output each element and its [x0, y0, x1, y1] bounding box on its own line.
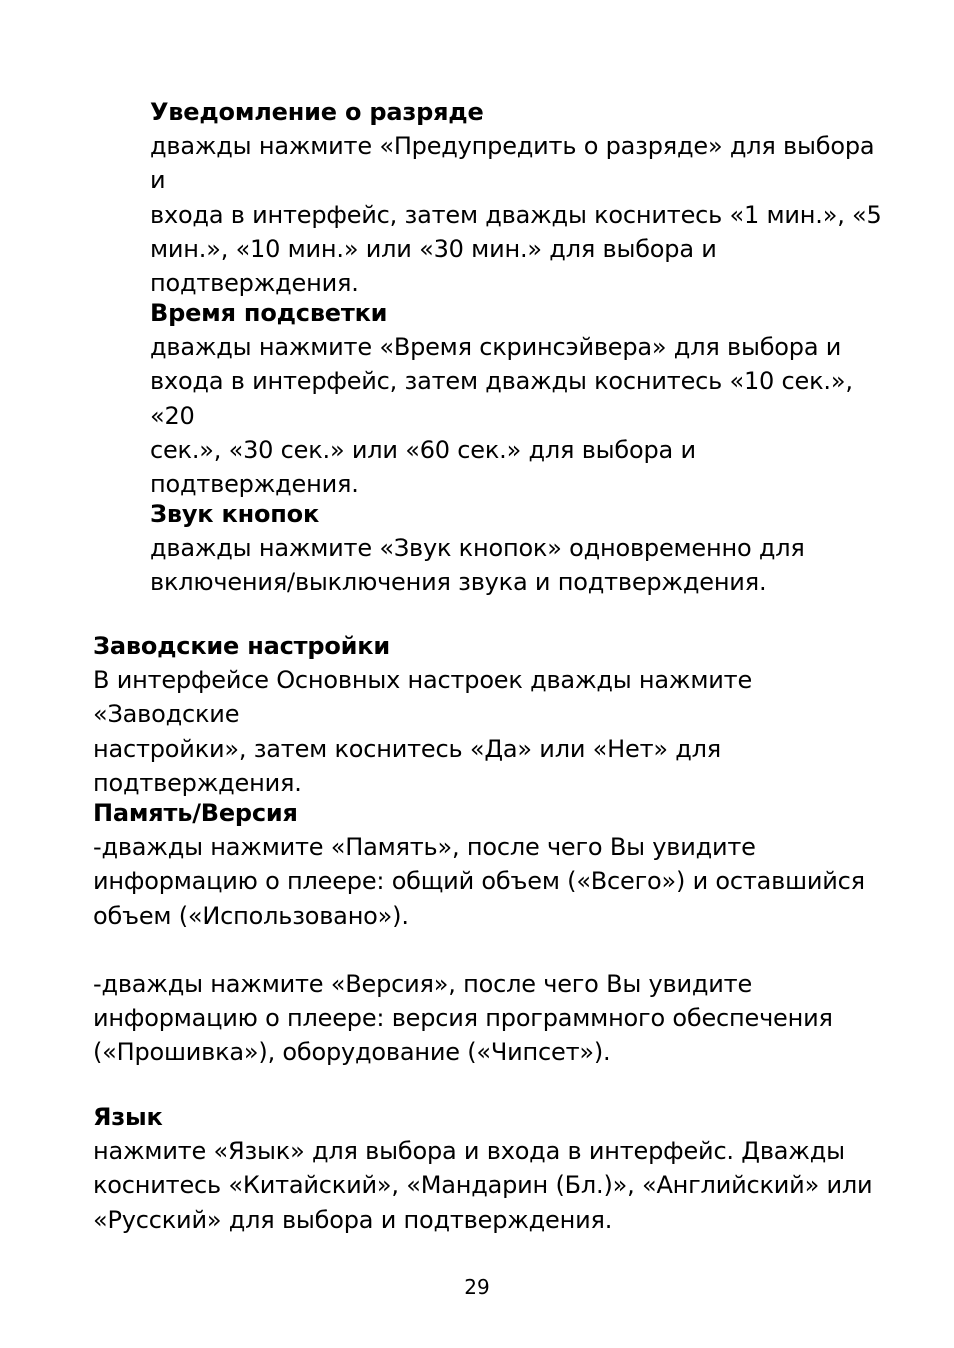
section-memory-version: [93, 796, 890, 1070]
section-text: дважды нажмите «Звук кнопок» одновременно для включения/выключения звука и подтверждения.: [150, 534, 805, 597]
section-heading: Время подсветки: [150, 299, 388, 327]
section-heading: Память/Версия: [93, 799, 298, 827]
section-backlight-time: [150, 296, 890, 501]
page-number: 29: [464, 1275, 490, 1299]
section-heading: Уведомление о разряде: [150, 98, 484, 126]
section-heading: Заводские настройки: [93, 632, 390, 660]
section-text: дважды нажмите «Предупредить о разряде» для выбора и входа в интерфейс, затем дважды коснитесь «1 мин.», «5 мин.», «10 мин.» или «30 мин.» для выбора и подтверждения.: [150, 132, 882, 298]
section-text: дважды нажмите «Время скринсэйвера» для выбора и входа в интерфейс, затем дважды коснитесь «10 сек.», «20 сек.», «30 сек.» или «60 сек.» для выбора и подтверждения.: [150, 333, 853, 499]
section-text: -дважды нажмите «Версия», после чего Вы увидите информацию о плеере: версия программного обеспечения («Прошивка»), оборудование («Чипсет»).: [93, 970, 833, 1067]
section-factory-settings: [93, 629, 890, 800]
section-heading: Звук кнопок: [150, 500, 320, 528]
section-battery-warning: [150, 95, 890, 300]
section-heading: Язык: [93, 1103, 163, 1131]
section-text: нажмите «Язык» для выбора и входа в интерфейс. Дважды коснитесь «Китайский», «Мандарин (Бл.)», «Английский» или «Русский» для выбора и подтверждения.: [93, 1137, 873, 1234]
section-text: -дважды нажмите «Память», после чего Вы увидите информацию о плеере: общий объем («Всего») и оставшийся объем («Использовано»).: [93, 833, 865, 930]
section-language: [93, 1100, 890, 1237]
section-text: В интерфейсе Основных настроек дважды нажмите «Заводские настройки», затем коснитесь «Да» или «Нет» для подтверждения.: [93, 666, 753, 797]
section-button-sound: [150, 497, 890, 600]
